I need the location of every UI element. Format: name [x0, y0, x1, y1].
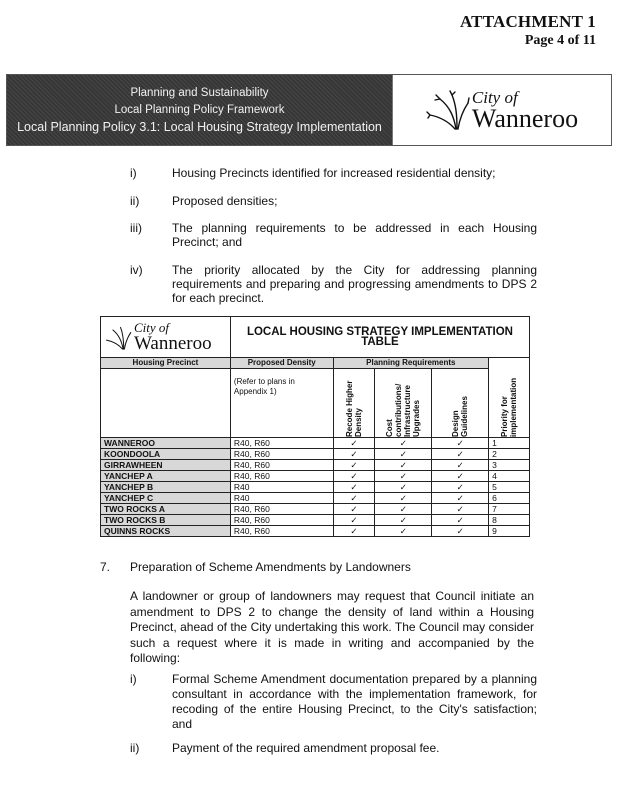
- table-row: YANCHEP B R40 ✓ ✓ ✓ 5: [101, 482, 530, 493]
- city-logo-icon: [104, 322, 132, 352]
- col-proposed-density: Proposed Density: [230, 358, 333, 369]
- col-recode-higher-density: Recode Higher Density: [333, 369, 375, 438]
- table-row: YANCHEP A R40, R60 ✓ ✓ ✓ 4: [101, 471, 530, 482]
- table-logo: [101, 317, 231, 358]
- col-cost-contributions: Cost contributions/ Infrastructure Upgrades: [375, 369, 432, 438]
- city-logo-icon: [426, 89, 470, 131]
- attachment-header: [460, 12, 596, 49]
- table-row: YANCHEP C R40 ✓ ✓ ✓ 6: [101, 493, 530, 504]
- precinct-subheader: [101, 369, 231, 438]
- banner-line-2: Local Planning Policy Framework: [114, 103, 285, 116]
- banner-text: [7, 75, 392, 145]
- policy-banner: [6, 74, 612, 146]
- table-row: WANNEROO R40, R60 ✓ ✓ ✓ 1: [101, 438, 530, 449]
- attachment-title: ATTACHMENT 1: [459, 12, 596, 31]
- col-housing-precinct: Housing Precinct: [101, 358, 231, 369]
- table-row: QUINNS ROCKS R40, R60 ✓ ✓ ✓ 9: [101, 526, 530, 537]
- table-row: KOONDOOLA R40, R60 ✓ ✓ ✓ 2: [101, 449, 530, 460]
- section-title: Preparation of Scheme Amendments by Landowners: [130, 560, 411, 574]
- city-logo: [392, 75, 611, 145]
- banner-line-1: Planning and Sustainability: [130, 86, 269, 99]
- table-logo-city: City of: [134, 320, 170, 335]
- table-row: GIRRAWHEEN R40, R60 ✓ ✓ ✓ 3: [101, 460, 530, 471]
- section-number: 7.: [100, 560, 111, 574]
- col-design-guidelines: Design Guidelines: [432, 369, 489, 438]
- table-title: LOCAL HOUSING STRATEGY IMPLEMENTATION TABLE: [230, 317, 529, 358]
- logo-name-text: Wanneroo: [471, 103, 579, 133]
- table-row: TWO ROCKS A R40, R60 ✓ ✓ ✓ 7: [101, 504, 530, 515]
- table-logo-name: Wanneroo: [134, 333, 212, 354]
- implementation-table: [100, 316, 530, 537]
- banner-line-3: Local Planning Policy 3.1: Local Housing Strategy Implementation: [17, 119, 382, 134]
- col-priority: Priority for implementation: [489, 358, 530, 438]
- col-planning-requirements: Planning Requirements: [333, 358, 489, 369]
- logo-city-text: City of: [471, 87, 518, 107]
- section-body: A landowner or group of landowners may request that Council initiate an amendment to DPS 2 to change the density of land within a Housing Precinct, ahead of the City undertaking this work. The Council may consider such a request where it is made in writing and accompanied by the following:: [130, 589, 534, 665]
- page-number: Page 4 of 11: [524, 33, 596, 48]
- table-row: TWO ROCKS B R40, R60 ✓ ✓ ✓ 8: [101, 515, 530, 526]
- density-refer-note: (Refer to plans in Appendix 1): [230, 369, 333, 438]
